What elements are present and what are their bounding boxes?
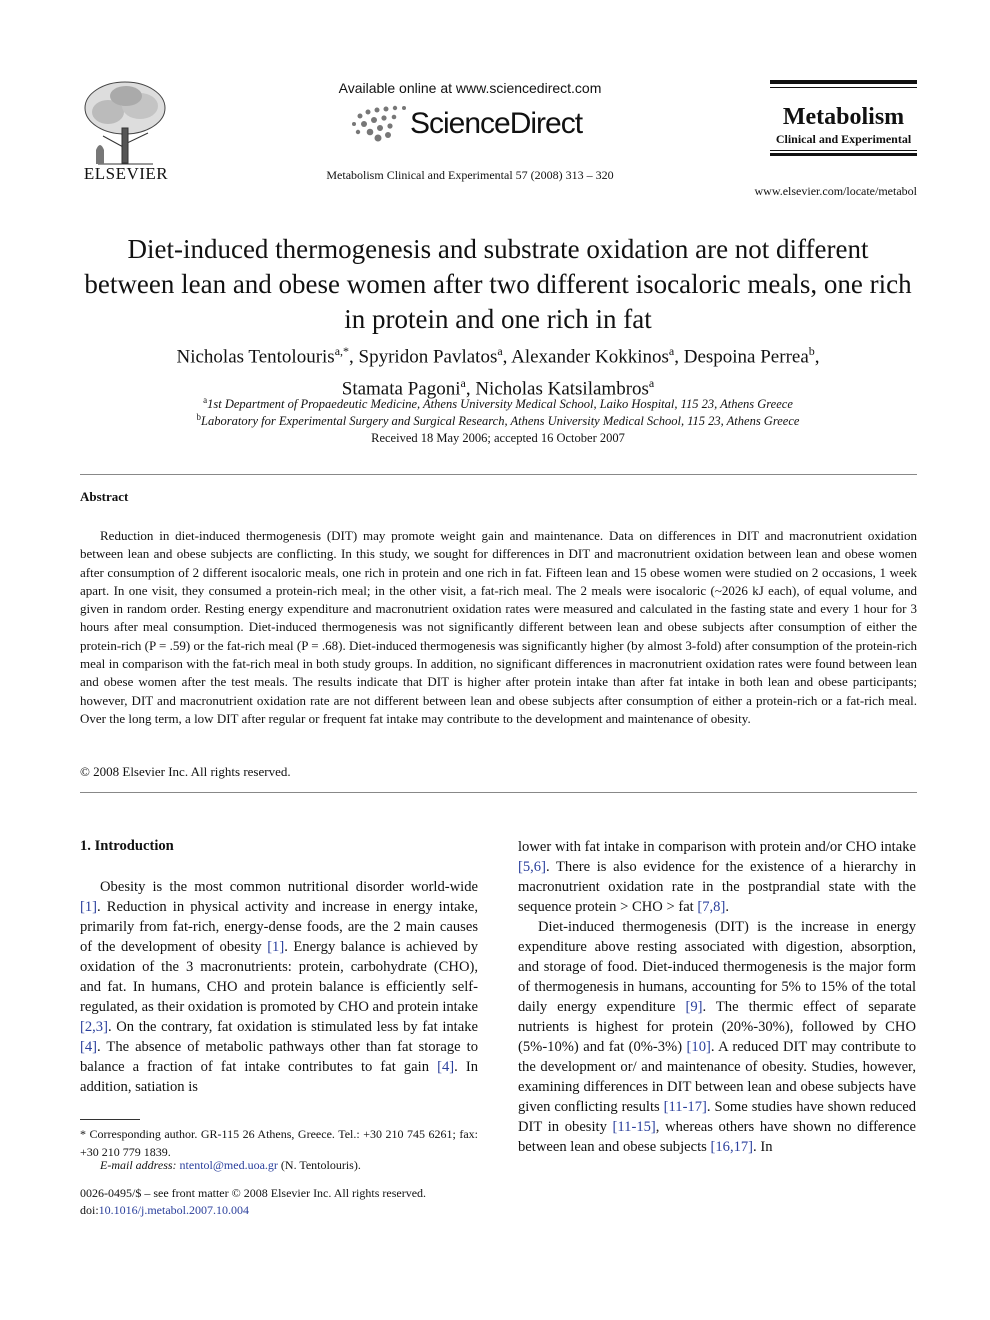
received-dates: Received 18 May 2006; accepted 16 October 2007	[371, 431, 625, 445]
affiliation-a-text: 1st Department of Propaedeutic Medicine, Athens University Medical School, Laiko Hospital, 115 23, Athens Greece	[207, 397, 793, 412]
available-online-text[interactable]: Available online at www.sciencedirect.com	[338, 80, 602, 96]
copyright-notice: © 2008 Elsevier Inc. All rights reserved.	[80, 764, 291, 779]
publisher-name: ELSEVIER	[83, 164, 169, 183]
email-line	[100, 1158, 361, 1173]
author-name: Alexander Kokkinos	[511, 346, 669, 368]
abstract-text: Reduction in diet-induced thermogenesis (DIT) may promote weight gain and maintenance. Data on differences in DIT and macronutrient oxidation between lean and obese subjects are conflicting. In this study, we sought for differences in DIT and macronutrient oxidation between lean and obese women after consumption of 2 different isocaloric meals, one rich in protein and one rich in fat. Fifteen lean and 15 obese women were studied on 2 occasions, 1 week apart. In one visit, they consumed a protein-rich meal; in the other visit, a fat-rich meal. The 2 meals were isocaloric (~2026 kJ each), of equal volume, and given in random order. Resting energy expenditure and macronutrient oxidation rates were measured and calculated in the fasting state and every 1 hour for 3 hours after meal consumption. Diet-induced thermogenesis was not significantly different between lean and obese subjects after consumption of either the protein-rich (P = .59) or the fat-rich meal (P = .68). Diet-induced thermogenesis was significantly higher (by almost 3-fold) after consumption of the protein-rich meal in comparison with the fat-rich meal in both study groups. In addition, no significant differences in macronutrient oxidation rates were found between lean and obese women after the test meals. The results indicate that DIT is higher after protein intake than after fat intake in both lean and obese participants; however, DIT and macronutrient oxidation rate are not different between lean and obese subjects after consumption of either a protein-rich or a fat-rich meal. Over the long term, a low DIT after regular or frequent fat intake may contribute to the development and maintenance of obesity.	[80, 528, 917, 726]
author-separator: ,	[502, 346, 512, 368]
author-name: Nicholas Katsilambros	[475, 378, 649, 400]
affiliation-b-marker: b	[196, 412, 202, 422]
author-affiliation-marker: b	[808, 344, 815, 358]
journal-subtitle: Clinical and Experimental	[775, 132, 912, 146]
doi-link[interactable]: 10.1016/j.metabol.2007.10.004	[98, 1203, 249, 1217]
author-name: Spyridon Pavlatos	[358, 346, 498, 368]
journal-rule-bottom-thin	[770, 150, 917, 151]
citation-link[interactable]: [1]	[80, 899, 98, 915]
affiliation-a	[80, 395, 916, 412]
author-affiliation-marker: a,*	[334, 344, 350, 358]
intro-paragraph-1: Obesity is the most common nutritional disorder world-wide [1]. Reduction in physical activity and increase in energy intake, primarily from fat-rich, energy-dense foods, are the 2 main causes of the development of obesity [1]. Energy balance is achieved by oxidation of the 3 macronutrients: protein, carbohydrate (CHO), and fat. In humans, CHO and protein balance is efficiently self-regulated, as their oxidation is promoted by CHO and protein intake [2,3]. On the contrary, fat oxidation is stimulated less by fat intake [4]. The absence of metabolic pathways other than fat storage to balance a fraction of fat intake contributes to fat gain [4]. In addition, satiation is	[80, 879, 478, 1095]
journal-rule-bottom	[770, 153, 917, 156]
citation-link[interactable]: [10]	[686, 1039, 711, 1055]
journal-url[interactable]: www.elsevier.com/locate/metabol	[754, 184, 917, 198]
issn-line: 0026-0495/$ – see front matter © 2008 Elsevier Inc. All rights reserved.	[80, 1186, 427, 1200]
journal-citation: Metabolism Clinical and Experimental 57 (2008) 313 – 320	[326, 168, 614, 182]
footnote-rule	[80, 1119, 140, 1120]
author-affiliation-marker: a	[648, 376, 655, 391]
article-title: Diet-induced thermogenesis and substrate oxidation are not different between lean and obese women after two different isocaloric meals, one rich in protein and one rich in fat	[84, 234, 912, 334]
intro-paragraph-2: Diet-induced thermogenesis (DIT) is the increase in energy expenditure above resting associated with digestion, absorption, and storage of food. Diet-induced thermogenesis is the major form of thermogenesis in humans, accounting for 5% to 15% of the total daily energy expenditure [9]. The thermic effect of separate nutrients is highest for protein (20%-30%), followed by CHO (5%-10%) and fat (0%-3%) [10]. A reduced DIT may contribute to the development or/ and maintenance of obesity. Studies, however, examining differences in DIT between lean and obese subjects have given conflicting results [11-17]. Some studies have shown reduced DIT in obesity [11-15], whereas others have shown no difference between lean and obese subjects [16,17]. In	[518, 919, 917, 1155]
citation-link[interactable]: [11-15]	[612, 1119, 656, 1135]
author-affiliation-marker: a	[497, 344, 503, 358]
journal-rule-top-thin	[770, 87, 917, 88]
right-column	[518, 837, 916, 1157]
citation-link[interactable]: [5,6]	[518, 859, 546, 875]
author-affiliation-marker: a	[668, 344, 675, 358]
citation-link[interactable]: [4]	[80, 1039, 98, 1055]
doi-line	[80, 1203, 249, 1218]
affiliation-a-marker: a	[203, 395, 208, 405]
author-name: Stamata Pagoni	[341, 378, 461, 400]
author-list	[80, 338, 916, 403]
doi-label: doi:	[80, 1203, 99, 1217]
left-column	[80, 877, 478, 1097]
email-suffix: (N. Tentolouris).	[277, 1158, 361, 1172]
corresponding-author-footnote: * Corresponding author. GR-115 26 Athens, Greece. Tel.: +30 210 745 6261; fax: +30 210 779 1839.	[80, 1127, 478, 1159]
citation-link[interactable]: [11-17]	[663, 1099, 707, 1115]
affiliation-b	[80, 412, 916, 429]
email-link[interactable]: ntentol@med.uoa.gr	[179, 1158, 278, 1172]
sciencedirect-wordmark: ScienceDirect	[410, 107, 583, 140]
intro-paragraph-1-continued: lower with fat intake in comparison with protein and/or CHO intake [5,6]. There is also evidence for the existence of a hierarchy in macronutrient oxidation rate in the postprandial state with the sequence protein > CHO > fat [7,8].	[518, 839, 916, 915]
author-separator: ,	[465, 378, 476, 400]
journal-rule-top	[770, 80, 917, 84]
author-separator: ,	[814, 346, 820, 368]
citation-link[interactable]: [4]	[437, 1059, 455, 1075]
author-separator: ,	[349, 346, 359, 368]
author-name: Despoina Perrea	[683, 346, 809, 368]
abstract-heading: Abstract	[80, 489, 129, 504]
section-heading-introduction: 1. Introduction	[80, 838, 174, 854]
author-affiliation-marker: a	[460, 376, 466, 391]
journal-title: Metabolism	[782, 104, 905, 130]
citation-link[interactable]: [2,3]	[80, 1019, 108, 1035]
author-name: Nicholas Tentolouris	[176, 346, 335, 368]
citation-link[interactable]: [1]	[267, 939, 285, 955]
citation-link[interactable]: [16,17]	[710, 1139, 754, 1155]
affiliation-b-text: Laboratory for Experimental Surgery and Surgical Research, Athens University Medical School, 115 23, Athens Greece	[201, 414, 800, 429]
email-label: E-mail address:	[100, 1158, 180, 1172]
author-separator: ,	[674, 346, 684, 368]
divider-top	[80, 474, 917, 475]
citation-link[interactable]: [7,8]	[697, 899, 726, 915]
divider-bottom	[80, 792, 917, 793]
citation-link[interactable]: [9]	[685, 999, 703, 1015]
